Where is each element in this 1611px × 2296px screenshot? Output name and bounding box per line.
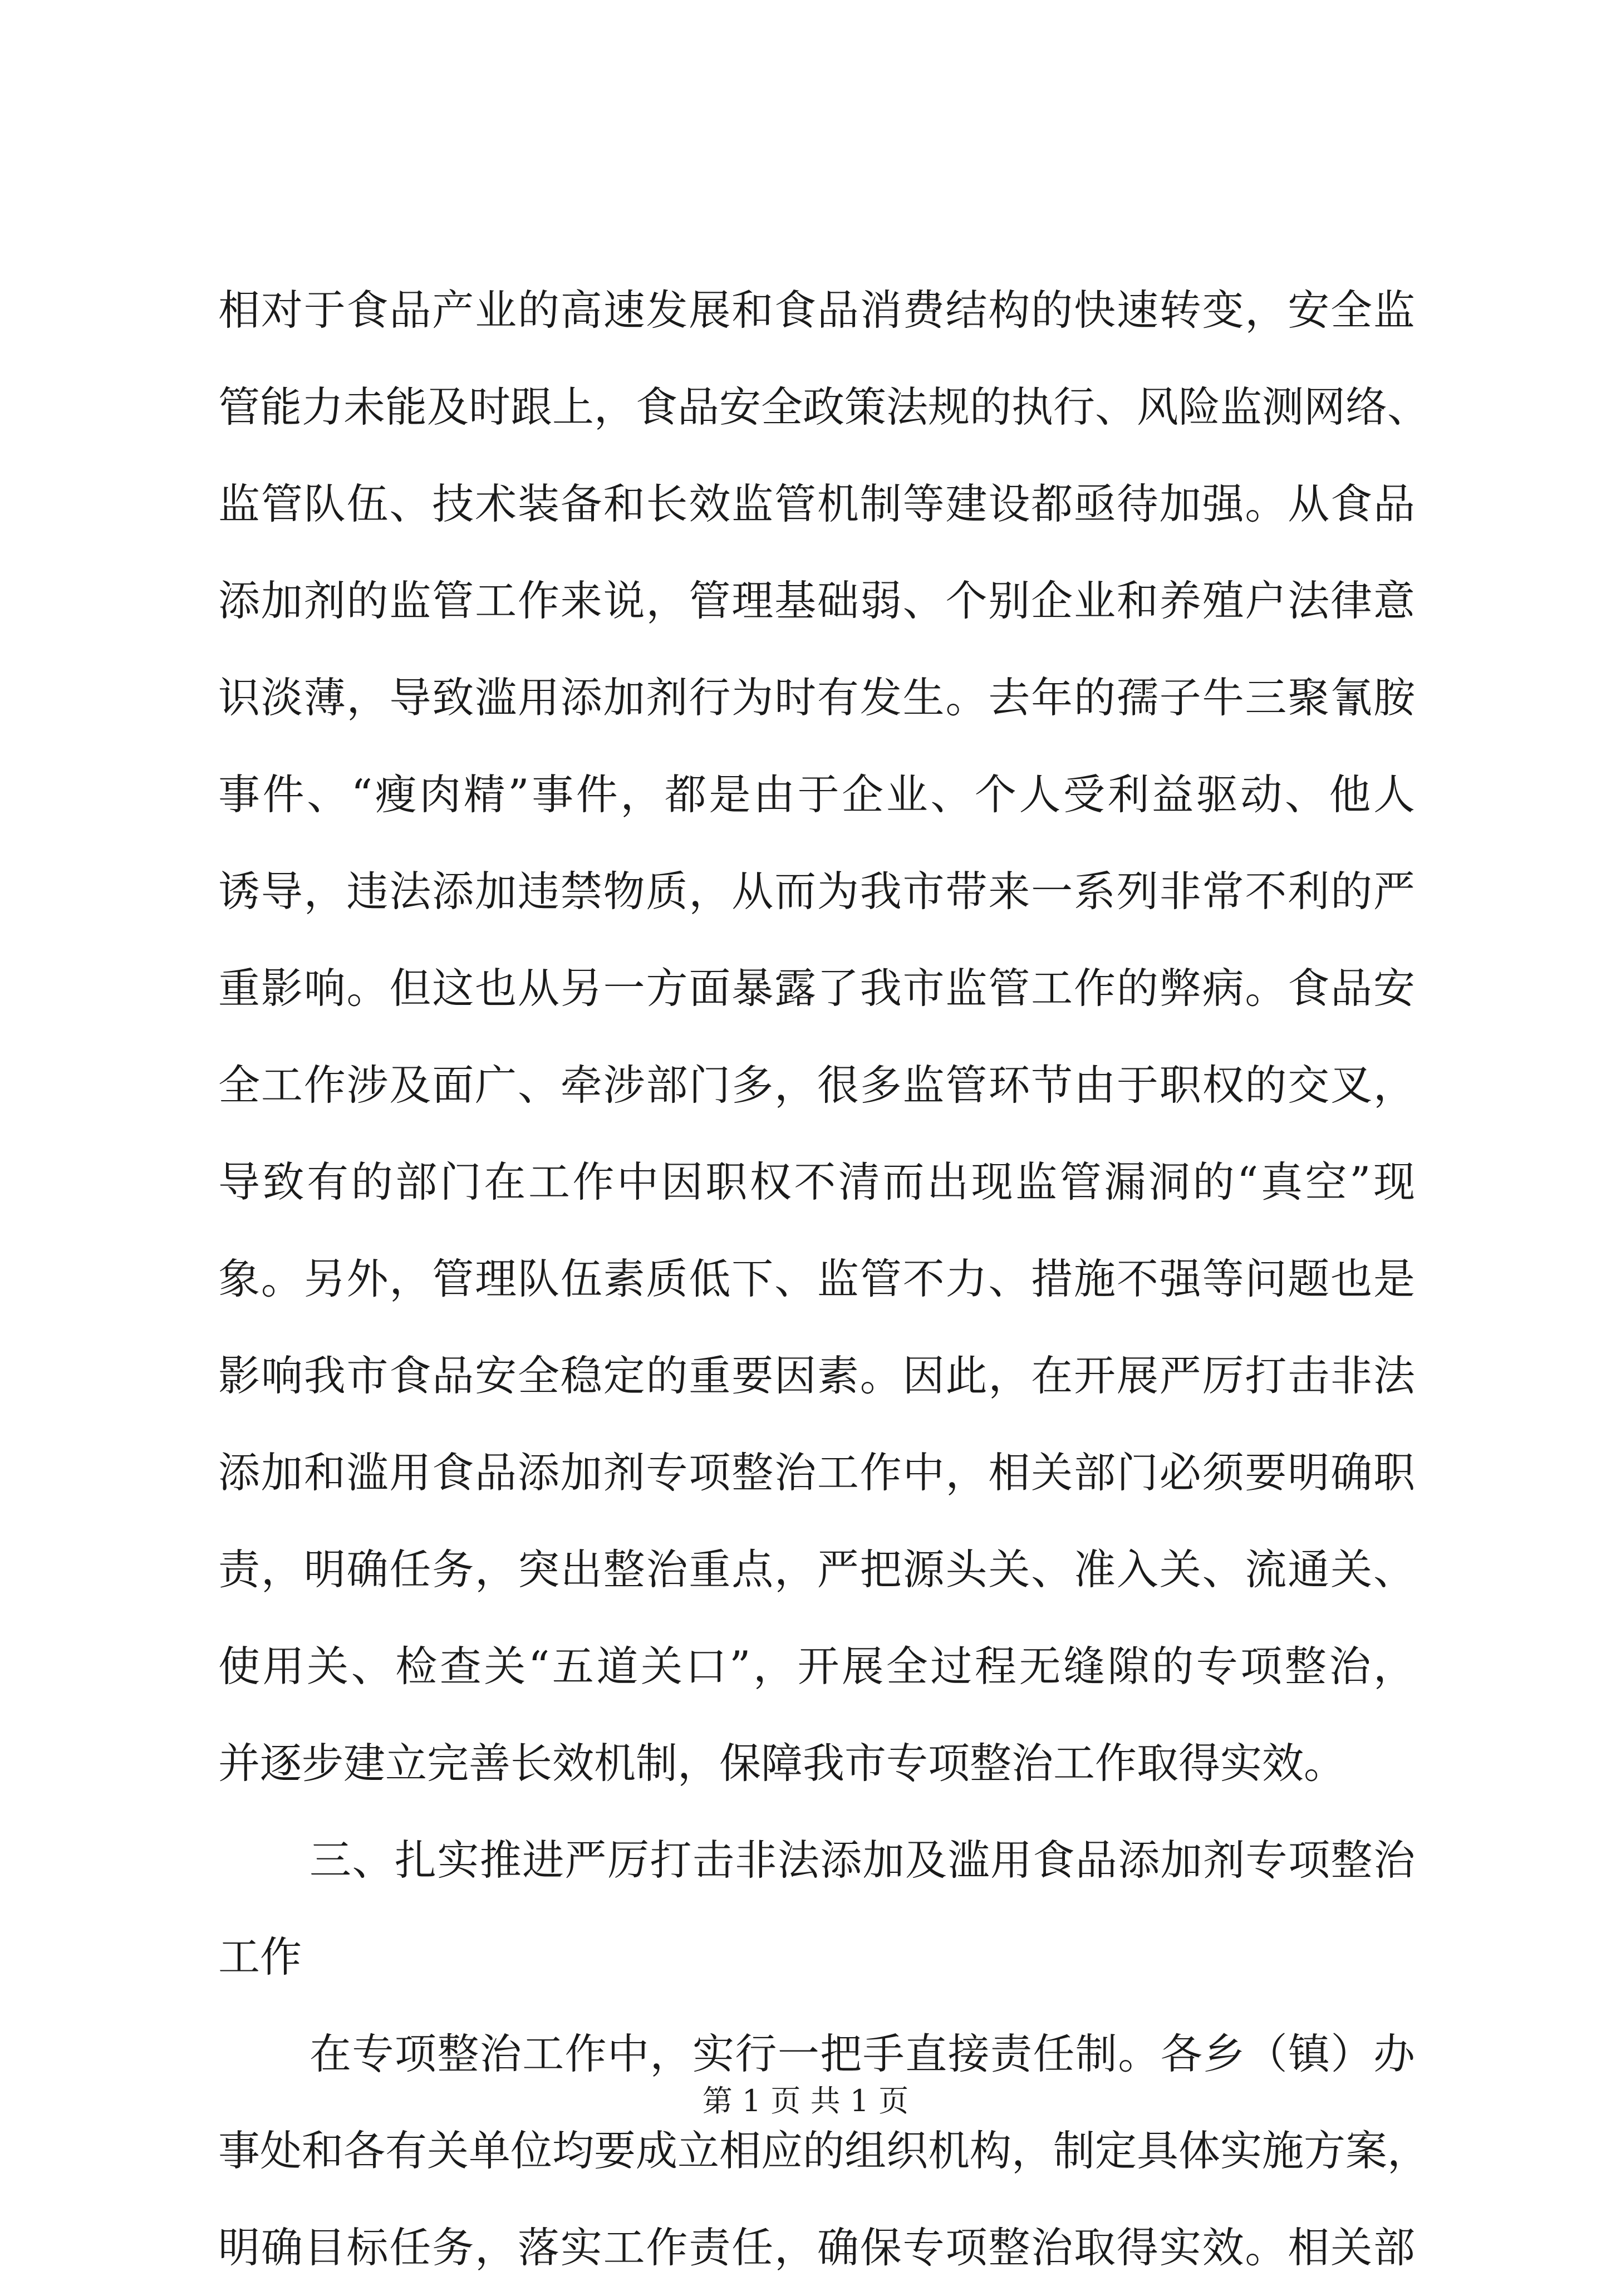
text-line: 全工作涉及面广、牵涉部门多，很多监管环节由于职权的交叉， bbox=[218, 1061, 1415, 1110]
text-line: 事件、“瘦肉精”事件，都是由于企业、个人受利益驱动、他人 bbox=[218, 770, 1415, 819]
text-line: 责，明确任务，突出整治重点，严把源头关、准入关、流通关、 bbox=[218, 1545, 1415, 1594]
section-heading-continued: 工作 bbox=[218, 1932, 302, 1981]
text-line: 在专项整治工作中，实行一把手直接责任制。各乡（镇）办 bbox=[310, 2029, 1415, 2078]
text-line: 并逐步建立完善长效机制，保障我市专项整治工作取得实效。 bbox=[218, 1739, 1346, 1788]
text-line: 监管队伍、技术装备和长效监管机制等建设都亟待加强。从食品 bbox=[218, 479, 1415, 528]
text-line: 重影响。但这也从另一方面暴露了我市监管工作的弊病。食品安 bbox=[218, 964, 1415, 1013]
text-line: 相对于食品产业的高速发展和食品消费结构的快速转变，安全监 bbox=[218, 286, 1415, 335]
text-line: 使用关、检查关“五道关口”，开展全过程无缝隙的专项整治， bbox=[218, 1642, 1415, 1691]
text-line: 事处和各有关单位均要成立相应的组织机构，制定具体实施方案， bbox=[218, 2126, 1430, 2175]
text-line: 象。另外，管理队伍素质低下、监管不力、措施不强等问题也是 bbox=[218, 1254, 1415, 1303]
text-line: 添加剂的监管工作来说，管理基础弱、个别企业和养殖户法律意 bbox=[218, 576, 1415, 625]
text-line: 识淡薄，导致滥用添加剂行为时有发生。去年的孺子牛三聚氰胺 bbox=[218, 673, 1415, 722]
document-body bbox=[218, 262, 1430, 2296]
page-footer bbox=[0, 2079, 1611, 2123]
page-number-label: 第 1 页 共 1 页 bbox=[702, 2083, 909, 2118]
text-line: 添加和滥用食品添加剂专项整治工作中，相关部门必须要明确职 bbox=[218, 1448, 1415, 1497]
text-line: 诱导，违法添加违禁物质，从而为我市带来一系列非常不利的严 bbox=[218, 867, 1415, 916]
text-line: 管能力未能及时跟上，食品安全政策法规的执行、风险监测网络、 bbox=[218, 382, 1430, 431]
text-line: 导致有的部门在工作中因职权不清而出现监管漏洞的“真空”现 bbox=[218, 1157, 1415, 1206]
section-heading: 三、扎实推进严厉打击非法添加及滥用食品添加剂专项整治 bbox=[310, 1836, 1415, 1885]
text-line: 影响我市食品安全稳定的重要因素。因此，在开展严厉打击非法 bbox=[218, 1351, 1415, 1400]
text-line: 明确目标任务，落实工作责任，确保专项整治取得实效。相关部 bbox=[218, 2223, 1415, 2272]
